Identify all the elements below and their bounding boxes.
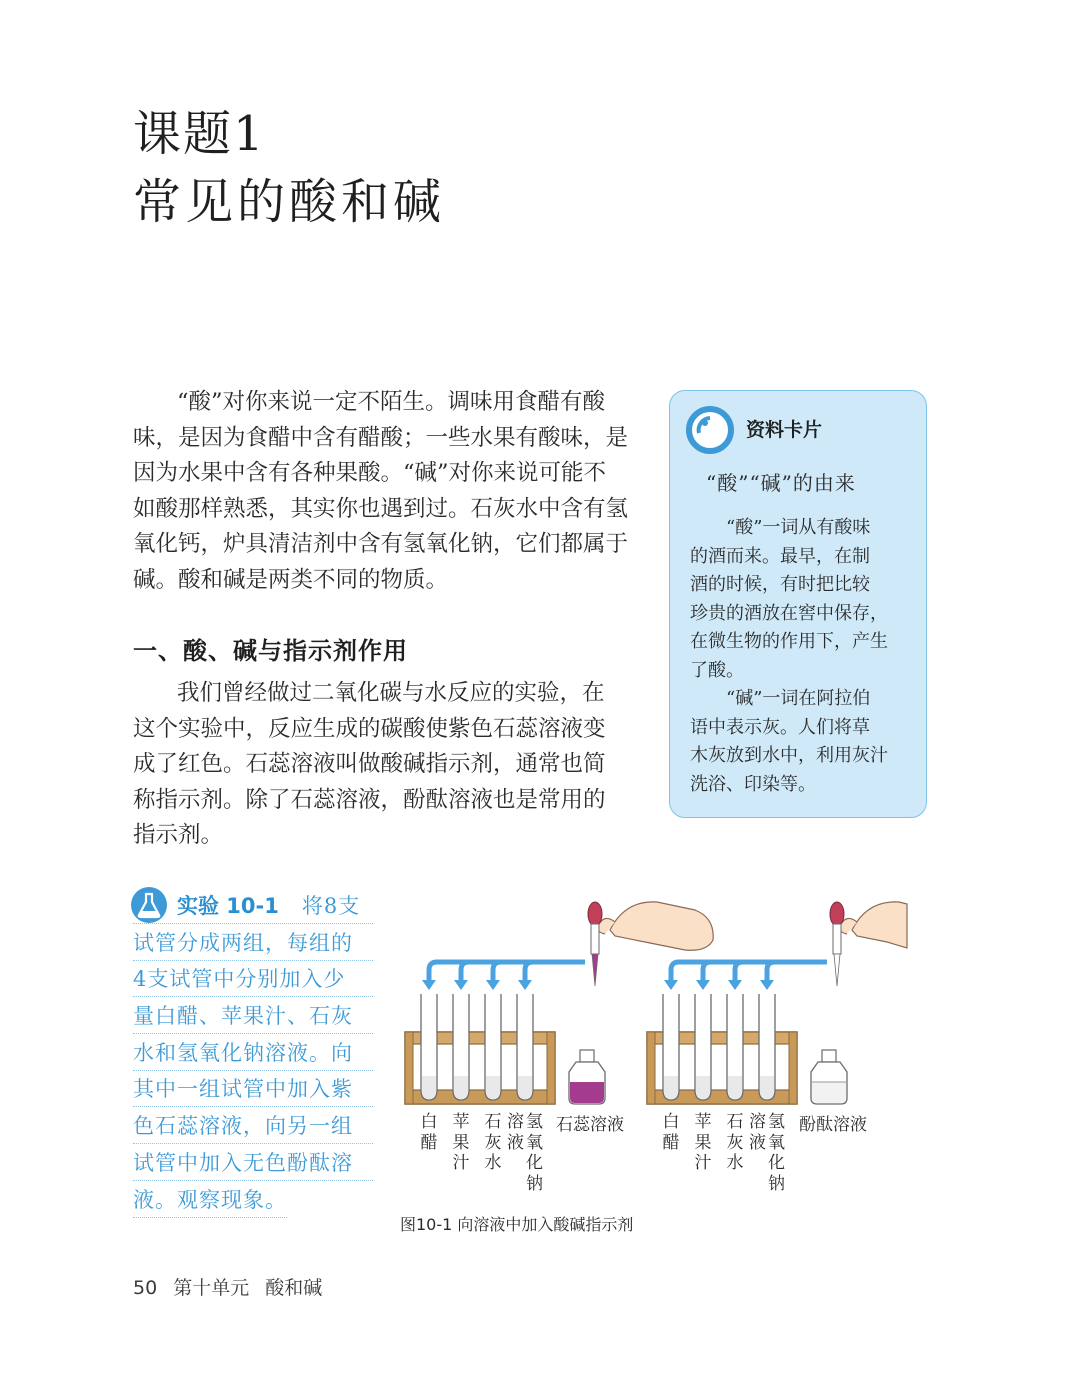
dropper-hand-1: [588, 902, 713, 986]
group1-arrows: [429, 962, 585, 982]
exp-line: 4支试管中分别加入少: [133, 962, 373, 997]
text-line: 氧化钙，炉具清洁剂中含有氢氧化钠，它们都属于: [133, 531, 629, 557]
group1-arrowheads: [422, 980, 532, 990]
tube-label: [693, 1112, 713, 1174]
card-line: 木灰放到水中，利用灰汁: [690, 745, 888, 766]
text-line: 指示剂。: [133, 822, 224, 848]
text-line: “酸”对你来说一定不陌生。调味用食醋有酸: [177, 389, 606, 415]
tube-label-text: 苹 果 汁: [694, 1112, 712, 1173]
tube-label-text: 白 醋: [420, 1112, 438, 1153]
exp-line: 色石蕊溶液，向另一组: [133, 1109, 373, 1144]
tube-label: [507, 1112, 547, 1194]
experiment-text: [133, 889, 373, 1219]
indicator-label: 石蕊溶液: [556, 1115, 624, 1135]
tube-label-column: 氢 氧 化 钠: [526, 1112, 543, 1194]
lesson-number: 课题1: [133, 106, 266, 162]
unit-title: 酸和碱: [265, 1277, 323, 1299]
tube-label: [483, 1112, 503, 1174]
experiment-label: 实验 10-1: [177, 894, 279, 918]
tube-label-text: 石 灰 水: [484, 1112, 502, 1173]
text-line: 因为水果中含有各种果酸。“碱”对你来说可能不: [133, 460, 607, 486]
tube-label-column: 溶 液: [749, 1112, 766, 1153]
exp-line: 量白醋、苹果汁、石灰: [133, 999, 373, 1034]
tube-label: [725, 1112, 745, 1174]
exp-line: 水和氢氧化钠溶液。向: [133, 1036, 373, 1071]
tube-label: [419, 1112, 439, 1153]
info-card-label: 资料卡片: [746, 419, 823, 441]
tube-label-text: 石 灰 水: [726, 1112, 744, 1173]
experiment-illustration: [395, 890, 915, 1110]
card-line: 的酒而来。最早，在制: [690, 545, 870, 567]
group2-arrows: [671, 962, 827, 982]
exp-line-rest: 将8支: [301, 894, 361, 918]
tube-label-text: 白 醋: [662, 1112, 680, 1153]
unit-label: 第十单元: [173, 1277, 250, 1299]
card-line: 珍贵的酒放在窖中保存，: [690, 602, 888, 624]
phenolphthalein-bottle: [811, 1050, 847, 1104]
text-line: 如酸那样熟悉，其实你也遇到过。石灰水中含有氢: [133, 495, 629, 522]
text-line: 称指示剂。除了石蕊溶液，酚酞溶液也是常用的: [133, 786, 606, 813]
tube-label-column: 溶 液: [507, 1112, 524, 1153]
group1-tubes: [421, 994, 533, 1100]
exp-line: 液。观察现象。: [133, 1183, 287, 1218]
group2-tubes: [663, 994, 775, 1100]
indicator-label: 酚酞溶液: [799, 1115, 867, 1135]
tube-label: [451, 1112, 471, 1174]
lesson-title: 常见的酸和碱: [133, 174, 446, 230]
dropper-hand-2: [830, 902, 907, 986]
card-line: “酸”一词从有酸味: [726, 517, 871, 538]
card-line: 在微生物的作用下，产生: [690, 631, 888, 652]
tube-label-column: 氢 氧 化 钠: [768, 1112, 785, 1194]
info-card-icon: [685, 405, 735, 455]
text-line: 成了红色。石蕊溶液叫做酸碱指示剂，通常也简: [133, 751, 606, 777]
card-line: 酒的时候，有时把比较: [690, 574, 870, 595]
section-heading: 一、酸、碱与指示剂作用: [133, 637, 408, 665]
intro-paragraph: [133, 385, 638, 598]
exp-line: 其中一组试管中加入紫: [133, 1072, 373, 1107]
group2-arrowheads: [664, 980, 774, 990]
info-card-subtitle: “酸”“碱”的由来: [706, 471, 856, 495]
card-line: “碱”一词在阿拉伯: [726, 688, 871, 709]
exp-line: [133, 889, 373, 924]
card-line: 语中表示灰。人们将草: [690, 716, 870, 738]
litmus-bottle: [569, 1050, 605, 1104]
card-line: 了酸。: [690, 659, 744, 681]
figure-caption: 图10-1 向溶液中加入酸碱指示剂: [400, 1215, 634, 1234]
text-line: 碱。酸和碱是两类不同的物质。: [133, 566, 449, 593]
card-line: 洗浴、印染等。: [690, 773, 816, 795]
exp-line: 试管中加入无色酚酞溶: [133, 1146, 373, 1181]
tube-label-text: 苹 果 汁: [452, 1112, 470, 1173]
section-paragraph: [133, 676, 638, 854]
text-line: 我们曾经做过二氧化碳与水反应的实验，在: [177, 680, 605, 706]
text-line: 这个实验中，反应生成的碳酸使紫色石蕊溶液变: [133, 715, 606, 742]
tube-label: [749, 1112, 789, 1194]
tube-label: [661, 1112, 681, 1153]
info-card-text: [690, 514, 912, 799]
exp-line: 试管分成两组，每组的: [133, 926, 373, 961]
page-footer: [133, 1273, 322, 1300]
text-line: 味，是因为食醋中含有醋酸；一些水果有酸味，是: [133, 424, 629, 451]
page-number: 50: [133, 1277, 158, 1299]
